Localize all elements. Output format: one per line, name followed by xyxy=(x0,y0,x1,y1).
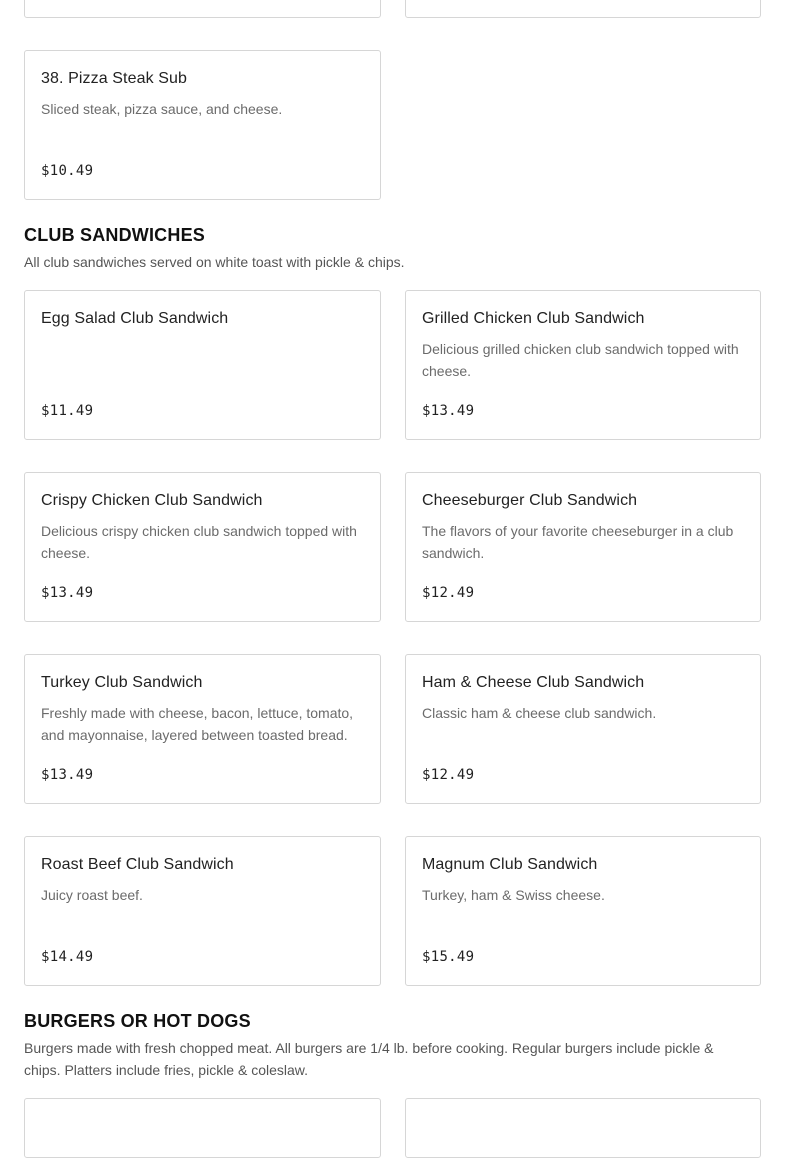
menu-item-name: Grilled Chicken Club Sandwich xyxy=(422,310,645,327)
menu-item-card-pizza-steak-sub[interactable] xyxy=(24,50,381,200)
menu-item-description: Delicious crispy chicken club sandwich topped with cheese. xyxy=(41,523,357,561)
menu-item-price: $13.49 xyxy=(41,585,94,601)
menu-item-card-partial[interactable] xyxy=(405,1098,761,1158)
menu-item-description: Delicious grilled chicken club sandwich topped with cheese. xyxy=(422,341,739,379)
menu-item-card-roast-beef-club[interactable] xyxy=(24,836,381,986)
menu-item-name: Cheeseburger Club Sandwich xyxy=(422,492,638,509)
menu-item-price: $11.49 xyxy=(41,403,94,419)
menu-item-card-egg-salad-club[interactable] xyxy=(24,290,381,440)
menu-item-price: $10.49 xyxy=(41,163,94,179)
menu-item-name: Crispy Chicken Club Sandwich xyxy=(41,492,263,509)
menu-item-name: Roast Beef Club Sandwich xyxy=(41,856,234,873)
section-description-burgers-hot-dogs: Burgers made with fresh chopped meat. All burgers are 1/4 lb. before cooking. Regular burgers include pickle & chips. Platters include fries, pickle & coleslaw. xyxy=(24,1040,714,1078)
menu-item-description: Sliced steak, pizza sauce, and cheese. xyxy=(41,101,283,117)
menu-item-card-ham-cheese-club[interactable] xyxy=(405,654,761,804)
menu-item-price: $13.49 xyxy=(41,767,94,783)
menu-item-price: $15.49 xyxy=(422,949,475,965)
menu-item-card-partial[interactable] xyxy=(405,0,761,18)
menu-item-description: The flavors of your favorite cheeseburger in a club sandwich. xyxy=(422,523,734,561)
menu-item-name: Ham & Cheese Club Sandwich xyxy=(422,674,645,691)
menu-item-name: 38. Pizza Steak Sub xyxy=(41,70,187,87)
menu-item-description: Juicy roast beef. xyxy=(41,887,143,903)
section-title-club-sandwiches: CLUB SANDWICHES xyxy=(24,225,205,245)
menu-item-price: $13.49 xyxy=(422,403,475,419)
menu-item-card-crispy-chicken-club[interactable] xyxy=(24,472,381,622)
menu-item-card-turkey-club[interactable] xyxy=(24,654,381,804)
menu-item-description: Freshly made with cheese, bacon, lettuce, tomato, and mayonnaise, layered between toasted bread. xyxy=(41,705,354,743)
menu-item-description: Classic ham & cheese club sandwich. xyxy=(422,705,657,721)
menu-item-card-partial[interactable] xyxy=(24,0,381,18)
menu-item-card-magnum-club[interactable] xyxy=(405,836,761,986)
menu-item-card-grilled-chicken-club[interactable] xyxy=(405,290,761,440)
menu-item-price: $12.49 xyxy=(422,767,475,783)
section-description-club-sandwiches: All club sandwiches served on white toast with pickle & chips. xyxy=(24,254,405,270)
menu-item-name: Egg Salad Club Sandwich xyxy=(41,310,229,327)
menu-item-description: Turkey, ham & Swiss cheese. xyxy=(422,887,605,903)
menu-item-name: Magnum Club Sandwich xyxy=(422,856,598,873)
menu-item-card-cheeseburger-club[interactable] xyxy=(405,472,761,622)
menu-item-card-partial[interactable] xyxy=(24,1098,381,1158)
menu-item-name: Turkey Club Sandwich xyxy=(41,674,203,691)
section-title-burgers-hot-dogs: BURGERS OR HOT DOGS xyxy=(24,1011,251,1031)
menu-item-price: $12.49 xyxy=(422,585,475,601)
menu-item-price: $14.49 xyxy=(41,949,94,965)
